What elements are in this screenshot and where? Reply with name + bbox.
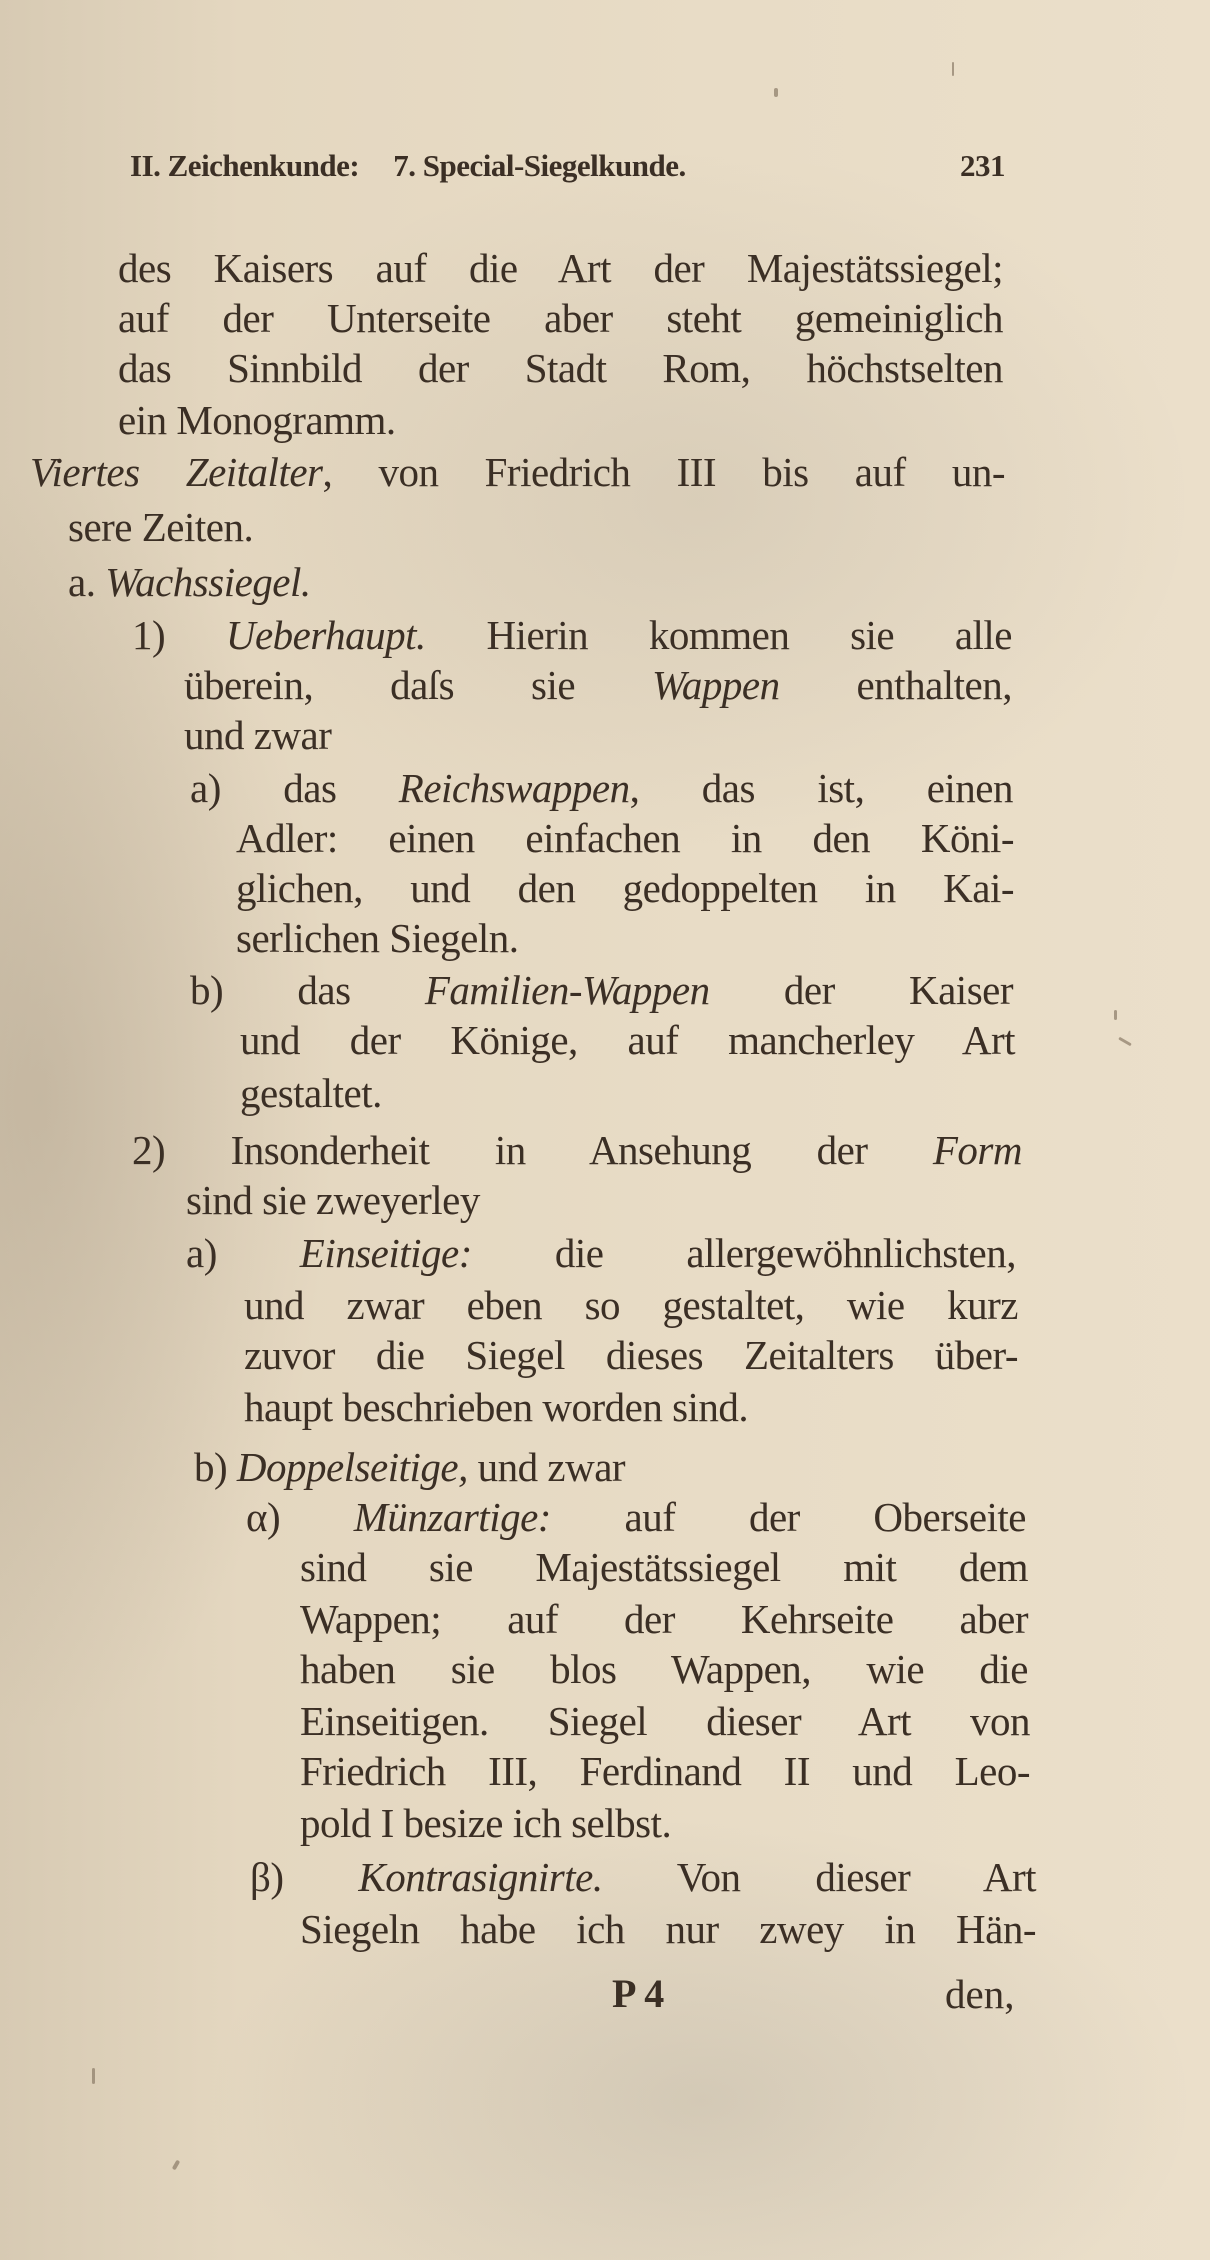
emphasis-text: Kontrasignirte. (358, 1854, 603, 1900)
text-run: das Sinnbild der Stadt Rom, höchstselten (118, 345, 1003, 391)
text-line (244, 1280, 1018, 1330)
text-run: ein Monogramm. (118, 397, 396, 443)
text-line (246, 1492, 1026, 1542)
text-line (236, 813, 1014, 863)
emphasis-text: Doppelseitige, (236, 1444, 468, 1490)
text-run: haupt beschrieben worden sind. (244, 1384, 749, 1430)
text-run: Von dieser Art (602, 1854, 1036, 1900)
text-run: die allergewöhnlichsten, (471, 1230, 1016, 1276)
text-run: α) (246, 1494, 354, 1540)
text-line (236, 913, 518, 963)
text-run: Adler: einen einfachen in den Köni- (236, 815, 1014, 861)
text-run: der Kaiser (709, 967, 1013, 1013)
text-run: des Kaisers auf die Art der Majestätssiegel; (118, 245, 1003, 291)
text-line (132, 1125, 1022, 1175)
text-run: a. (68, 559, 106, 605)
paper-speck (952, 62, 954, 76)
text-run: Siegeln habe ich nur zwey in Hän- (300, 1906, 1036, 1952)
text-run: a) (186, 1230, 300, 1276)
text-line (244, 1330, 1018, 1380)
text-line (300, 1904, 1036, 1954)
text-run: auf der Oberseite (550, 1494, 1027, 1540)
text-run: und der Könige, auf mancherley Art (240, 1017, 1015, 1063)
text-line (68, 502, 253, 552)
paper-speck (92, 2068, 95, 2084)
text-run: gestaltet. (240, 1070, 382, 1116)
text-line (30, 447, 1005, 497)
text-line (118, 343, 1003, 393)
text-run: b) (194, 1444, 237, 1490)
text-line (250, 1852, 1036, 1902)
emphasis-text: Familien-Wappen (424, 967, 710, 1013)
text-line (236, 863, 1014, 913)
running-head (130, 148, 1005, 184)
text-run: und zwar (184, 712, 332, 758)
text-run: Friedrich III, Ferdinand II und Leo- (300, 1748, 1030, 1794)
emphasis-text: Wachssiegel. (105, 559, 311, 605)
text-line (186, 1228, 1016, 1278)
emphasis-text: Viertes Zeitalter (30, 449, 323, 495)
text-run: Wappen; auf der Kehrseite aber (300, 1596, 1028, 1642)
text-line (190, 763, 1013, 813)
text-run: 2) Insonderheit in Ansehung der (132, 1127, 933, 1173)
text-run: und zwar eben so gestaltet, wie kurz (244, 1282, 1018, 1328)
text-run: sind sie Majestätssiegel mit dem (300, 1544, 1028, 1590)
text-line (300, 1594, 1028, 1644)
text-run: a) das (190, 765, 399, 811)
text-line (68, 557, 311, 607)
emphasis-text: Münzartige: (353, 1494, 551, 1540)
text-line (300, 1746, 1030, 1796)
text-line (244, 1382, 748, 1432)
signature-mark: P 4 (612, 1971, 665, 2016)
text-run: überein, daſs sie (184, 662, 652, 708)
paper-speck (1114, 1010, 1117, 1020)
text-line (300, 1542, 1028, 1592)
emphasis-text: Form (932, 1127, 1022, 1173)
emphasis-text: Wappen (651, 662, 780, 708)
paper-speck (1118, 1037, 1132, 1047)
catchword: den, (945, 1971, 1015, 2017)
text-run: serlichen Siegeln. (236, 915, 519, 961)
text-line (132, 610, 1012, 660)
page-number: 231 (960, 148, 1005, 183)
text-run: enthalten, (779, 662, 1012, 708)
text-line (184, 710, 331, 760)
text-line (118, 293, 1003, 343)
text-run: , von Friedrich III bis auf un- (322, 449, 1005, 495)
text-run: pold I besize ich selbst. (300, 1800, 672, 1846)
text-run: zuvor die Siegel dieses Zeitalters über- (244, 1332, 1018, 1378)
text-line (240, 1068, 382, 1118)
text-run: und zwar (467, 1444, 626, 1490)
text-run: Einseitigen. Siegel dieser Art von (300, 1698, 1030, 1744)
paper-speck (172, 2160, 180, 2171)
text-run: auf der Unterseite aber steht gemeiniglich (118, 295, 1003, 341)
text-run: β) (250, 1854, 359, 1900)
emphasis-text: Ueberhaupt. (225, 612, 426, 658)
text-run: sere Zeiten. (68, 504, 254, 550)
text-run: Hierin kommen sie alle (425, 612, 1012, 658)
text-line (186, 1175, 480, 1225)
text-line (118, 395, 396, 445)
text-run: , das ist, einen (629, 765, 1013, 811)
text-line (184, 660, 1012, 710)
emphasis-text: Reichswappen (398, 765, 630, 811)
text-line (190, 965, 1013, 1015)
text-run: sind sie zweyerley (186, 1177, 480, 1223)
text-run: 1) (132, 612, 226, 658)
text-run: glichen, und den gedoppelten in Kai- (236, 865, 1014, 911)
text-run: b) das (190, 967, 425, 1013)
text-line (194, 1442, 625, 1492)
paper-speck (774, 88, 778, 97)
running-head-section: 7. Special-Siegelkunde. (393, 148, 686, 183)
running-head-part: II. Zeichenkunde: (130, 148, 360, 183)
text-run: haben sie blos Wappen, wie die (300, 1646, 1028, 1692)
text-line (300, 1798, 671, 1848)
text-line (118, 243, 1003, 293)
text-line (240, 1015, 1015, 1065)
emphasis-text: Einseitige: (299, 1230, 472, 1276)
text-line (300, 1644, 1028, 1694)
text-line (300, 1696, 1030, 1746)
